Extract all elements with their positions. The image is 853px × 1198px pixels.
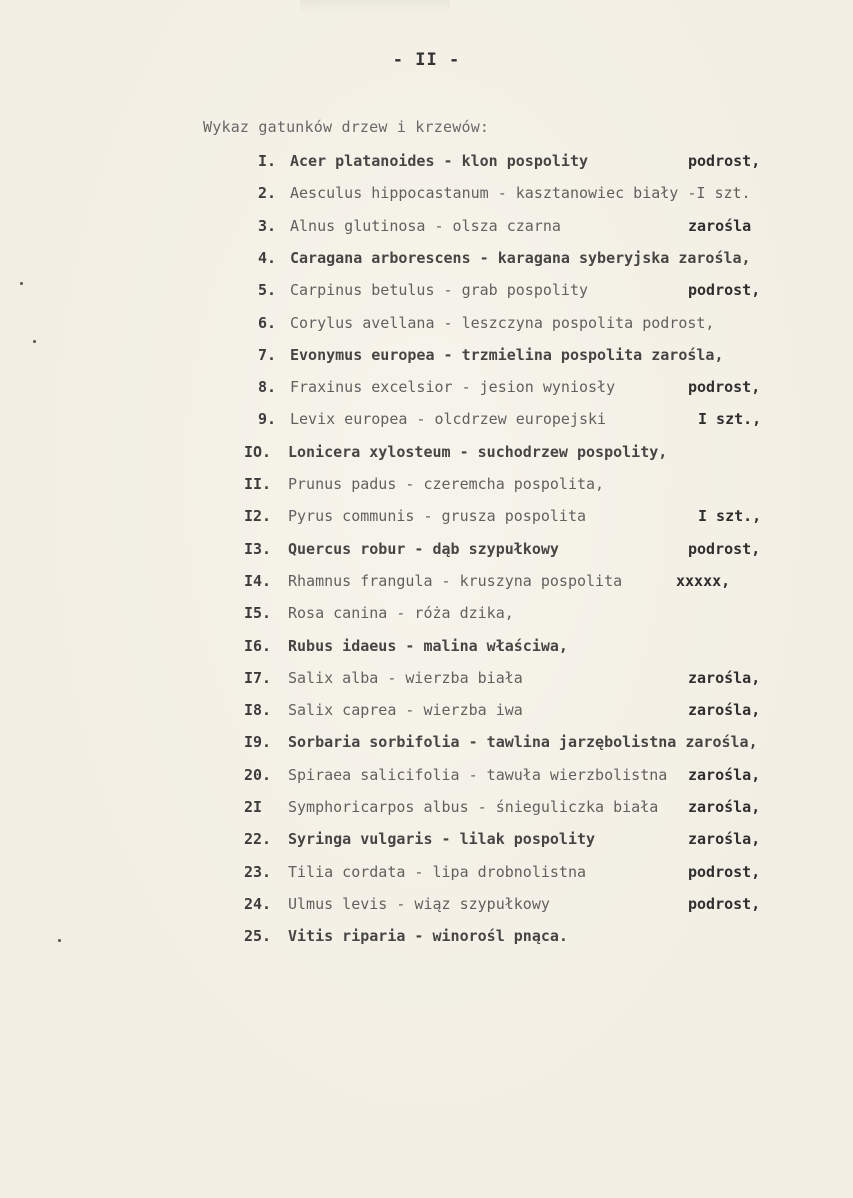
item-number: 7.: [258, 346, 277, 364]
list-item: [258, 279, 830, 301]
species-name: Rosa canina - róża dzika,: [288, 604, 514, 622]
species-name: Pyrus communis - grusza pospolita: [288, 507, 587, 525]
item-number: 9.: [258, 410, 277, 428]
species-name: Lonicera xylosteum - suchodrzew pospolity,: [288, 443, 668, 461]
species-name: Aesculus hippocastanum - kasztanowiec biały -I szt.: [290, 184, 751, 202]
species-note: zarośla,: [688, 830, 761, 848]
species-note: podrost,: [688, 540, 761, 558]
scan-speck: [33, 340, 36, 343]
list-item: [244, 635, 830, 657]
list-item: [244, 731, 830, 753]
scan-speck: [58, 939, 61, 942]
species-name: Quercus robur - dąb szypułkowy: [288, 540, 559, 558]
item-number: 20.: [244, 766, 272, 784]
list-item: [258, 376, 830, 398]
item-number: I4.: [244, 572, 272, 590]
list-heading: Wykaz gatunków drzew i krzewów:: [203, 118, 490, 136]
species-name: Prunus padus - czeremcha pospolita,: [288, 475, 605, 493]
list-item: [244, 764, 830, 786]
page-number: - II -: [392, 50, 461, 70]
species-name: Tilia cordata - lipa drobnolistna: [288, 863, 587, 881]
species-note: podrost,: [688, 152, 761, 170]
species-note: xxxxx,: [676, 572, 731, 590]
list-item: [244, 441, 830, 463]
list-item: [258, 182, 830, 204]
species-name: Symphoricarpos albus - śnieguliczka biała: [288, 798, 659, 816]
list-item: [244, 925, 830, 947]
item-number: I.: [258, 152, 277, 170]
item-number: 5.: [258, 281, 277, 299]
species-note: I szt.,: [698, 410, 762, 428]
species-note: podrost,: [688, 895, 761, 913]
list-item: [244, 796, 830, 818]
list-item: [258, 247, 830, 269]
list-item: [244, 893, 830, 915]
species-name: Salix alba - wierzba biała: [288, 669, 523, 687]
item-number: 2.: [258, 184, 277, 202]
item-number: 8.: [258, 378, 277, 396]
item-number: 25.: [244, 927, 272, 945]
list-item: [244, 861, 830, 883]
item-number: I5.: [244, 604, 272, 622]
species-note: podrost,: [688, 281, 761, 299]
item-number: 22.: [244, 830, 272, 848]
species-name: Carpinus betulus - grab pospolity: [290, 281, 589, 299]
item-number: 24.: [244, 895, 272, 913]
item-number: I2.: [244, 507, 272, 525]
species-name: Sorbaria sorbifolia - tawlina jarzębolistna zarośla,: [288, 733, 758, 751]
list-item: [258, 150, 830, 172]
species-name: Alnus glutinosa - olsza czarna: [290, 217, 561, 235]
species-name: Acer platanoides - klon pospolity: [290, 152, 589, 170]
species-name: Syringa vulgaris - lilak pospolity: [288, 830, 596, 848]
species-name: Salix caprea - wierzba iwa: [288, 701, 523, 719]
species-name: Vitis riparia - winorośl pnąca.: [288, 927, 568, 945]
species-name: Rubus idaeus - malina właściwa,: [288, 637, 568, 655]
list-item: [258, 408, 830, 430]
item-number: 3.: [258, 217, 277, 235]
list-item: [244, 473, 830, 495]
list-item: [258, 312, 830, 334]
scan-shadow: [300, 0, 450, 14]
species-name: Corylus avellana - leszczyna pospolita podrost,: [290, 314, 715, 332]
species-note: zarośla,: [688, 766, 761, 784]
item-number: I3.: [244, 540, 272, 558]
species-note: zarośla,: [688, 798, 761, 816]
item-number: 2I: [244, 798, 263, 816]
item-number: 6.: [258, 314, 277, 332]
species-name: Evonymus europea - trzmielina pospolita zarośla,: [290, 346, 724, 364]
item-number: I9.: [244, 733, 272, 751]
item-number: IO.: [244, 443, 272, 461]
item-number: 4.: [258, 249, 277, 267]
list-item: [258, 344, 830, 366]
item-number: I7.: [244, 669, 272, 687]
scan-speck: [20, 282, 23, 285]
species-note: podrost,: [688, 378, 761, 396]
list-item: [244, 602, 830, 624]
list-item: [244, 699, 830, 721]
item-number: II.: [244, 475, 272, 493]
species-note: zarośla,: [688, 701, 761, 719]
list-item: [258, 215, 830, 237]
list-item: [244, 538, 830, 560]
species-note: I szt.,: [698, 507, 762, 525]
species-note: podrost,: [688, 863, 761, 881]
list-item: [244, 667, 830, 689]
species-name: Rhamnus frangula - kruszyna pospolita: [288, 572, 623, 590]
species-name: Fraxinus excelsior - jesion wyniosły: [290, 378, 616, 396]
species-name: Ulmus levis - wiąz szypułkowy: [288, 895, 550, 913]
item-number: 23.: [244, 863, 272, 881]
list-item: [244, 828, 830, 850]
item-number: I6.: [244, 637, 272, 655]
list-item: [244, 570, 830, 592]
list-item: [244, 505, 830, 527]
species-note: zarośla,: [688, 669, 761, 687]
species-note: zarośla: [688, 217, 752, 235]
item-number: I8.: [244, 701, 272, 719]
species-name: Spiraea salicifolia - tawuła wierzbolistna: [288, 766, 668, 784]
species-name: Caragana arborescens - karagana syberyjska zarośla,: [290, 249, 751, 267]
species-name: Levix europea - olcdrzew europejski: [290, 410, 607, 428]
